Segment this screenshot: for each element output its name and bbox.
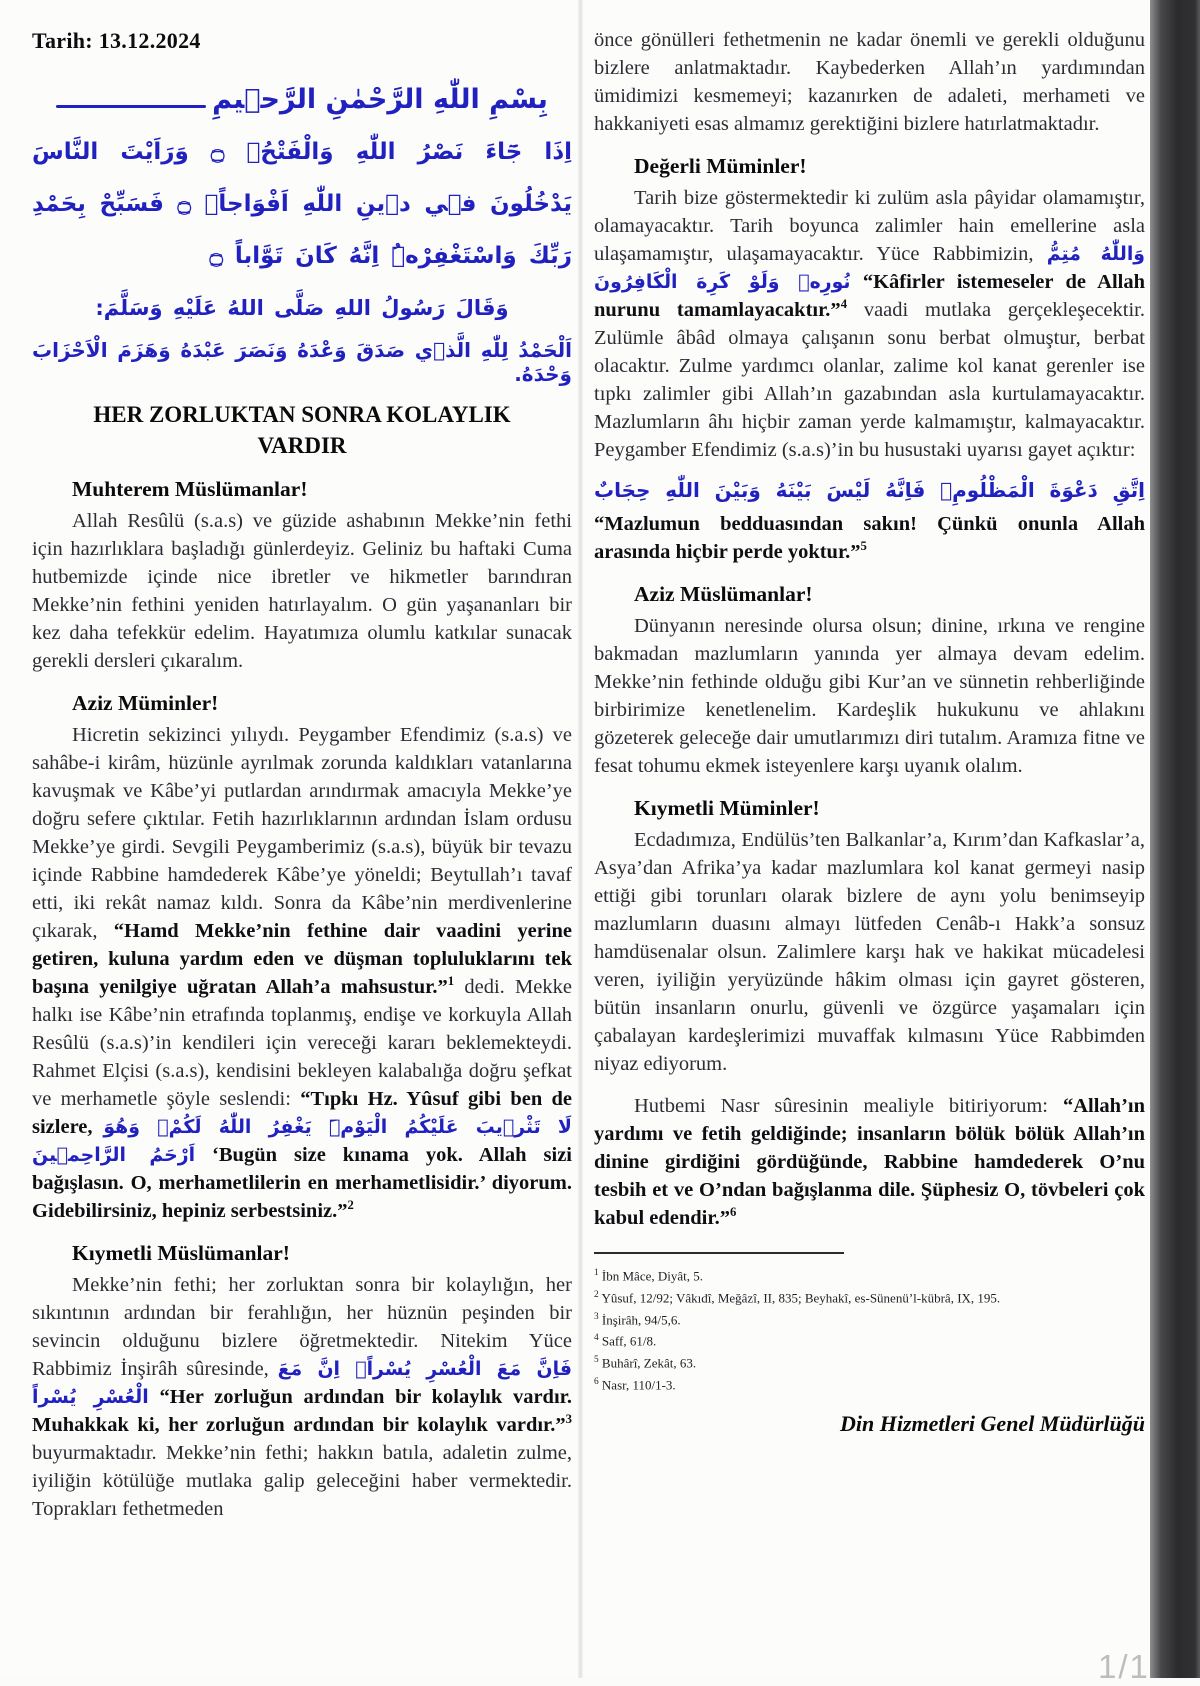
section-heading-kiymetli-muminler: Kıymetli Müminler! bbox=[634, 796, 820, 820]
signature-din-hizmetleri: Din Hizmetleri Genel Müdürlüğü bbox=[839, 1410, 1145, 1436]
footnote-item: $^6$ Nasr, 110/1-3. bbox=[594, 1377, 676, 1393]
section-heading-kiymetli-muslumanlar: Kıymetli Müslümanlar! bbox=[72, 1240, 290, 1265]
footnote-divider bbox=[594, 1252, 844, 1254]
right-column bbox=[594, 26, 1145, 1437]
footnote-item: $^5$ Buhârî, Zekât, 63. bbox=[594, 1355, 697, 1371]
hadith-mazlum-arabic: اِتَّقِ دَعْوَةَ الْمَظْلُومِۙ فَاِنَّهُ لَيْسَ بَيْنَهُ وَبَيْنَ اللّٰهِ حِجَابٌ bbox=[594, 478, 1145, 502]
besmele-text: بِسْمِ اللّٰهِ الرَّحْمٰنِ الرَّح۪يمِ bbox=[212, 84, 548, 115]
footnotes-list bbox=[594, 1264, 1145, 1395]
paragraph-mazlum-meal: “Mazlumun bedduasından sakın! Çünkü onunla Allah arasında hiçbir perde yoktur.”$^5$ bbox=[594, 513, 1145, 563]
paragraph-zulum: Tarih bize göstermektedir ki zulüm asla pâyidar olamamıştır, olamayacaktır. Tarih boyunca zalimler hain emellerine asla ulaşamamıştır, ulaşamayacaktır. Yüce Rabbimizin, وَاللّٰهُ مُتِمُّ نُورِه۪ وَلَوْ كَرِهَ الْكَافِرُونَ “Kâfirler istemeseler de Allah nurunu tamamlayacaktır.”$^4$ vaadi mutlaka gerçekleşecektir. Zulümle âbâd olmaya çalışanın sonu berbat olmuştur, berbat olacaktır. Zulme yardımcı olanlar, zalime kol kanat gerenler ise tıpkı zalimler gibi Allah’ın gazabından asla kurtulamayacaktır. Mazlumların âhı hiçbir zaman yerde kalmamıştır, kalmayacaktır. Peygamber Efendimiz (s.a.s)’in bu husustaki uyarısı gayet açıktır: bbox=[594, 187, 1146, 461]
paragraph-insirah: Mekke’nin fethi; her zorluktan sonra bir kolaylığın, her sıkıntının ardından bir ferahlığın, her hüznün peşinden bir sevincin olduğunu bizlere öğretmektedir. Nitekim Yüce Rabbimiz İnşirâh sûresinde, فَاِنَّ مَعَ الْعُسْرِ يُسْراًۙ اِنَّ مَعَ الْعُسْرِ يُسْراً “Her zorluğun ardından bir kolaylık vardır. Muhakkak ki, her zorluğun ardından bir kolaylık vardır.”$^3$ buyurmaktadır. Mekke’nin fethi; hakkın batıla, adaletin zulme, iyiliğin kötülüğe mutlaka galip geleceğini haber vermektedir. Toprakları fethetmeden bbox=[32, 1273, 572, 1520]
section-heading-degerli-muminler: Değerli Müminler! bbox=[634, 154, 807, 178]
footnote-item: $^3$ İnşirâh, 94/5,6. bbox=[594, 1311, 681, 1327]
footnote-item: $^2$ Yûsuf, 12/92; Vâkıdî, Meğâzî, II, 835; Beyhakî, es-Sünenü’l-kübrâ, IX, 195. bbox=[594, 1289, 1001, 1306]
date-label: Tarih: 13.12.2024 bbox=[32, 28, 201, 53]
paragraph-nasr-meal: Hutbemi Nasr sûresinin mealiyle bitiriyorum: “Allah’ın yardımı ve fetih geldiğinde; insanların bölük bölük Allah’ın dinine girdiğini gördüğünde, Rabbine hamdederek O’nu tesbih et ve O’ndan bağışlanma dile. Şüphesiz O, tövbeleri çok kabul edendir.”$^6$ bbox=[594, 1095, 1145, 1229]
paragraph-intro: Allah Resûlü (s.a.s) ve güzide ashabının Mekke’nin fethi için hazırlıklara başladığı günlerdeyiz. Geliniz bu haftaki Cuma hutbemizde içinde nice ibretler ve hikmetler barındıran Mekke’nin fethini yeniden hatırlayalım. O gün yaşananları bir kez daha tefekkür edelim. Hayatımıza olumlu katkılar sunacak gerekli dersleri çıkaralım. bbox=[32, 509, 572, 672]
quran-verse-nasr-arabic: اِذَا جَٓاءَ نَصْرُ اللّٰهِ وَالْفَتْحُۙ ۝ وَرَاَيْتَ النَّاسَ يَدْخُلُونَ ف۪ي د۪ينِ اللّٰهِ اَفْوَاجاًۙ ۝ فَسَبِّحْ بِحَمْدِ رَبِّكَ وَاسْتَغْفِرْهُۜ اِنَّهُ كَانَ تَوَّاباً ۝ bbox=[32, 139, 573, 269]
photo-right-edge bbox=[1150, 0, 1200, 1678]
besmele-calligraphy bbox=[32, 84, 572, 115]
paragraph-mazlumlarin-yaninda: Dünyanın neresinde olursa olsun; dinine, ırkına ve rengine bakmadan mazlumların yanında yer almaya devam edelim. Mekke’nin fethinde olduğu gibi Kur’an ve sünnetin rehberliğinde birbirimize kenetlenelim. Kardeşlik hukukunu ve ahlakını gözeterek geleceğe dair umutlarımızı diri tutalım. Aramıza fitne ve fesat tohumu ekmek isteyenlere karşı uyanık olalım. bbox=[594, 615, 1145, 777]
besmele-flourish-line bbox=[56, 105, 206, 108]
section-heading-aziz-muminler: Aziz Müminler! bbox=[72, 690, 219, 715]
paragraph-ecdad: Ecdadımıza, Endülüs’ten Balkanlar’a, Kırım’dan Kafkaslar’a, Asya’dan Afrika’ya kadar mazlumlara kol kanat germeyi nasip ettiği gibi torunları olarak bizlere de aynı yolu benimseyip mazlumların duasını almayı lütfeden Cenâb-ı Hakk’a sonsuz hamdüsenalar olsun. Zalimlere karşı hak ve hakikat mücadelesi veren, iyiliğin yeryüzünde hâkim olması için gayret gösteren, bütün insanların onurlu, güvenli ve özgürce yaşamaları için çabalayan kardeşlerimizi muvaffak kılmasını Yüce Rabbimden niyaz ediyorum. bbox=[594, 829, 1145, 1075]
column-gutter-shadow bbox=[578, 0, 583, 1678]
hadith-intro-arabic: وَقَالَ رَسُولُ اللهِ صَلَّى اللهُ عَلَيْهِ وَسَلَّمَ: bbox=[95, 296, 509, 321]
paragraph-hicret-fetih: Hicretin sekizinci yılıydı. Peygamber Efendimiz (s.a.s) ve sahâbe-i kirâm, hüzünle ayrılmak zorunda kaldıkları vatanlarına kavuşmak ve Kâbe’yi putlardan arındırmak amacıyla Mekke’ye doğru sefere çıktılar. Fetih hazırlıklarının ardından İslam ordusu Mekke’ye girdi. Sevgili Peygamberimiz (s.a.s), büyük bir tevazu içinde Rabbine hamdederek Kâbe’ye yöneldi; Beytullah’ı tavaf etti, iki rekât namaz kıldı. Sonra da Kâbe’nin merdivenlerine çıkarak, “Hamd Mekke’nin fethine dair vaadini yerine getiren, kuluna yardım eden ve düşman topluluklarını tek başına yenilgiye uğratan Allah’a mahsustur.”$^1$ dedi. Mekke halkı ise Kâbe’nin etrafında toplanmış, endişe ve korkuyla Allah Resûlü (s.a.s)’in kendileri için vereceği kararı beklemekteydi. Rahmet Elçisi (s.a.s), kendisini bekleyen kalabalığa doğru şefkat ve merhametle şöyle seslendi: “Tıpkı Hz. Yûsuf gibi ben de sizlere, لَا تَثْر۪يبَ عَلَيْكُمُ الْيَوْمَۜ يَغْفِرُ اللّٰهُ لَكُمْۘ وَهُوَ اَرْحَمُ الرَّاحِم۪ينَ ‘Bugün size kınama yok. Allah sizi bağışlasın. O, merhametlilerin en merhametlisidir.’ diyorum. Gidebilirsiniz, hepiniz serbestsiniz.”$^2$ bbox=[32, 723, 573, 1222]
sermon-title: HER ZORLUKTAN SONRA KOLAYLIK VARDIR bbox=[93, 402, 511, 458]
page-number: 1/1 bbox=[1098, 1648, 1150, 1685]
hamd-statement-arabic: اَلْحَمْدُ لِلّٰهِ الَّذ۪ي صَدَقَ وَعْدَهُ وَنَصَرَ عَبْدَهُ وَهَزَمَ الْاَحْزَابَ وَحْدَهُ. bbox=[32, 338, 572, 387]
section-heading-muhterem-muslumanlar: Muhterem Müslümanlar! bbox=[72, 476, 308, 501]
footnote-item: $^4$ Saff, 61/8. bbox=[594, 1333, 657, 1349]
section-heading-aziz-muslumanlar: Aziz Müslümanlar! bbox=[634, 582, 813, 606]
footnote-item: $^1$ İbn Mâce, Diyât, 5. bbox=[594, 1268, 704, 1284]
paragraph-gonul-fethi: önce gönülleri fethetmenin ne kadar önemli ve gerekli olduğunu bizlere anlatmaktadır. Kaybederken Allah’ın yardımından ümidimizi kesmemeyi; kazanırken de adaleti, merhameti ve hakkaniyeti esas almamız gerektiğini bizlere hatırlatmaktadır. bbox=[594, 29, 1145, 135]
left-column bbox=[32, 28, 572, 1523]
